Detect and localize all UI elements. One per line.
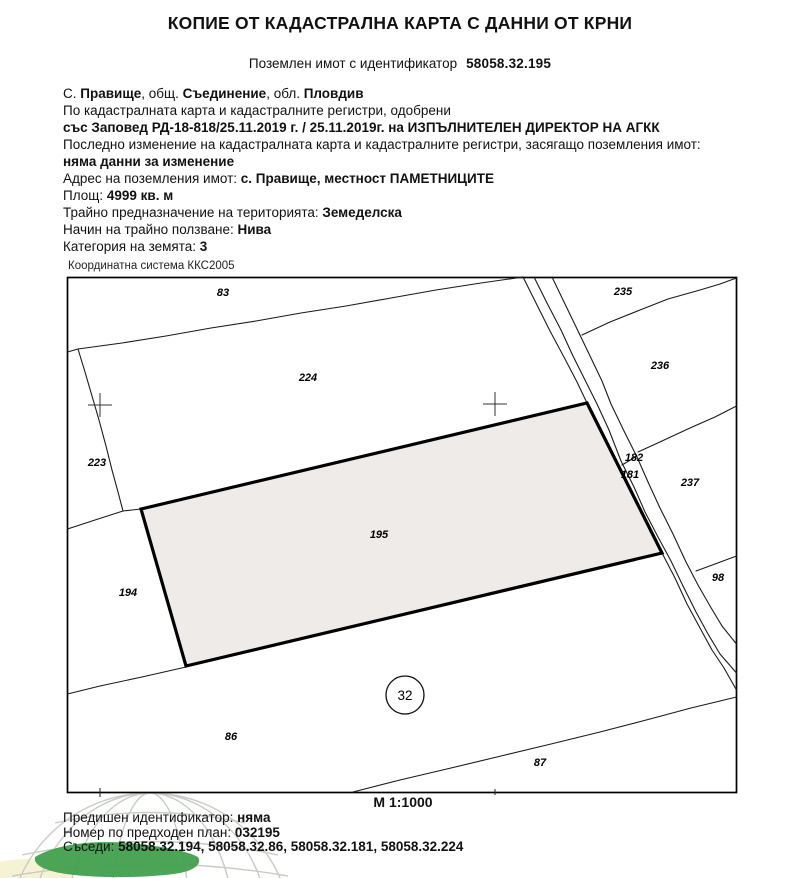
text-segment: Площ:	[63, 188, 107, 203]
text-segment: няма	[237, 810, 271, 825]
text-segment: със Заповед РД-18-818/25.11.2019 г. / 25.11.2019г. на ИЗПЪЛНИТЕЛЕН ДИРЕКТОР НА АГКК	[63, 120, 660, 135]
grid-crosses	[88, 392, 507, 417]
text-segment: Номер по предходен план:	[63, 824, 235, 840]
boundary-junction-195	[123, 509, 141, 511]
grid-cross	[88, 393, 112, 417]
boundary-194-86	[68, 667, 187, 694]
text-segment: Начин на трайно ползване:	[63, 222, 238, 237]
boundary-223-224	[78, 349, 123, 511]
text-segment: С.	[63, 86, 81, 101]
text-segment: Земеделска	[322, 205, 402, 220]
parcel-label-98: 98	[711, 572, 725, 584]
parcel-label-223: 223	[87, 457, 107, 469]
footer-line-previous-plan	[63, 826, 783, 841]
info-line-last-change	[63, 136, 788, 153]
text-segment: Адрес на поземления имот:	[63, 171, 241, 186]
text-segment: с. Правище, местност ПАМЕТНИЦИТЕ	[240, 171, 494, 186]
text-segment: Нива	[237, 222, 272, 237]
info-line-area	[63, 187, 788, 204]
text-segment: Пловдив	[303, 86, 364, 101]
parcel-identifier: 58058.32.195	[466, 56, 552, 71]
text-segment: 3	[199, 239, 208, 254]
text-segment: 032195	[234, 824, 280, 840]
parcel-label-235: 235	[613, 286, 633, 298]
info-line-land-category	[63, 238, 788, 255]
parcel-label-181: 181	[620, 469, 640, 481]
parcel-label-83: 83	[216, 287, 230, 299]
info-line-territory-use	[63, 204, 788, 221]
parcel-label-224: 224	[298, 372, 318, 384]
info-line-order	[63, 119, 788, 136]
subtitle-prefix: Поземлен имот с идентификатор	[248, 56, 458, 71]
boundary-235-236	[582, 278, 737, 335]
boundary-83-224	[68, 277, 524, 352]
parcel-label-182: 182	[624, 452, 644, 464]
text-segment: 4999 кв. м	[106, 188, 174, 203]
parcel-label-236: 236	[650, 360, 670, 372]
grid-cross	[483, 392, 507, 416]
parcel-label-194: 194	[118, 587, 138, 599]
coordinate-system-label: Координатна система ККС2005	[68, 260, 235, 272]
info-line-location	[63, 85, 788, 102]
info-line-approved	[63, 102, 788, 119]
text-segment: Последно изменение на кадастралната карта и кадастралните регистри, засягащо поземления имот:	[63, 137, 701, 152]
masiv-circle-marker	[386, 676, 424, 714]
page-title: КОПИЕ ОТ КАДАСТРАЛНА КАРТА С ДАННИ ОТ КРНИ	[167, 13, 633, 33]
parcel-label-237: 237	[680, 477, 700, 489]
text-segment: 58058.32.194, 58058.32.86, 58058.32.181, 58058.32.224	[118, 839, 464, 854]
info-line-address	[63, 170, 788, 187]
text-segment: няма данни за изменение	[63, 154, 235, 169]
text-segment: , обл.	[266, 86, 304, 101]
info-line-no-change	[63, 153, 788, 170]
parcel-label-195: 195	[369, 529, 389, 541]
text-segment: Правище	[80, 86, 142, 101]
text-segment: По кадастралната карта и кадастралните регистри, одобрени	[63, 103, 451, 118]
footer-line-neighbours	[63, 840, 783, 855]
text-segment: Съседи:	[63, 839, 119, 854]
boundary-237-98	[696, 556, 737, 571]
parcel-label-87: 87	[533, 757, 547, 769]
text-segment: , общ.	[141, 86, 183, 101]
info-line-permanent-use	[63, 221, 788, 238]
text-segment: Предишен идентификатор:	[63, 810, 238, 825]
footer-block	[63, 811, 783, 855]
boundary-223-194	[68, 511, 124, 529]
boundary-236-237	[638, 406, 737, 452]
parcel-label-86: 86	[224, 731, 238, 743]
masiv-number: 32	[397, 688, 413, 703]
map-scale-label: М 1:1000	[373, 794, 433, 810]
text-segment: Съединение	[182, 86, 267, 101]
text-segment: Категория на земята:	[63, 239, 200, 254]
highlighted-parcel-195	[141, 403, 662, 666]
footer-line-previous-id	[63, 811, 783, 826]
subtitle	[0, 56, 800, 71]
property-info-block	[63, 85, 788, 255]
text-segment: Трайно предназначение на територията:	[63, 205, 323, 220]
